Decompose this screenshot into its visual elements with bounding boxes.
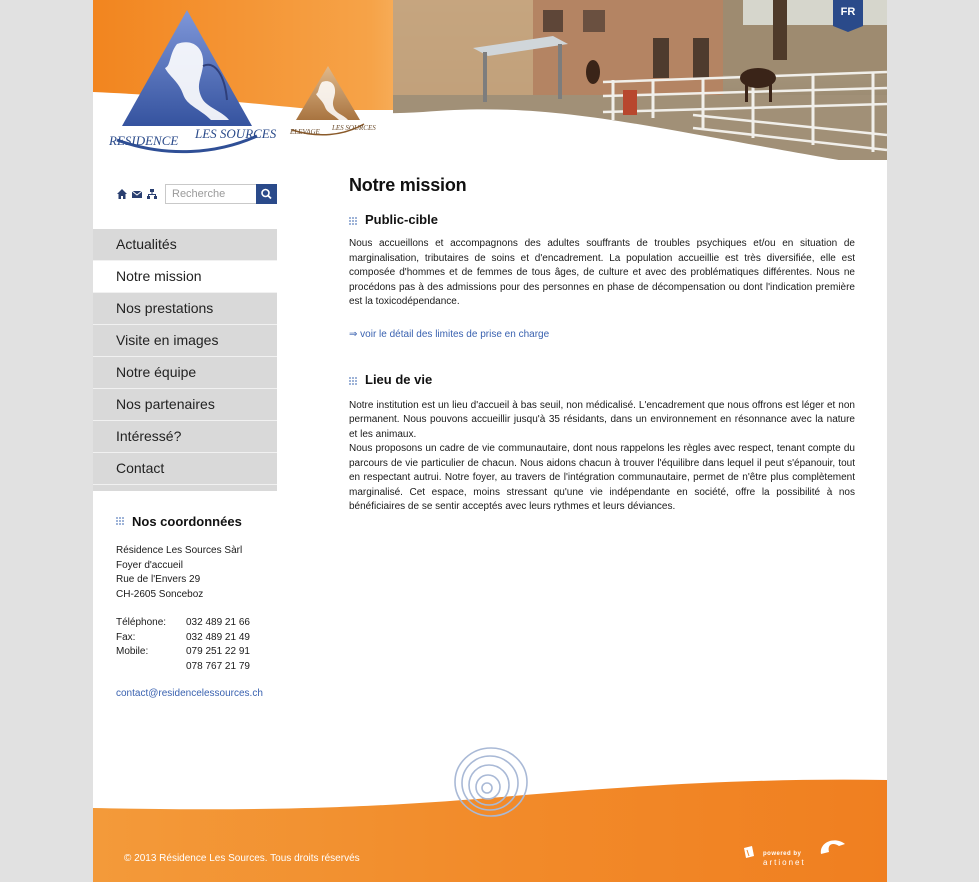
limits-detail-link[interactable]: ⇒ voir le détail des limites de prise en charge — [349, 328, 550, 340]
phone-value: 032 489 21 49 — [186, 631, 250, 643]
search-input[interactable] — [165, 184, 261, 204]
nav-item-notre-equipe[interactable] — [93, 357, 277, 389]
nav-item-label: Contact — [116, 460, 165, 476]
section-heading-lieu-de-vie — [349, 372, 855, 387]
phone-row — [116, 645, 286, 660]
nav-item-label: Visite en images — [116, 332, 219, 348]
page-title: Notre mission — [349, 175, 467, 195]
logo-small-graphic — [288, 62, 376, 142]
powered-by-text: powered by — [763, 851, 802, 857]
coords-title: Nos coordonnées — [132, 514, 242, 529]
contact-email-link[interactable]: contact@residencelessources.ch — [116, 688, 263, 699]
nav-item-nos-prestations[interactable] — [93, 293, 277, 325]
grid-bullet-icon — [349, 377, 357, 385]
phone-label: Mobile: — [116, 646, 149, 657]
postal-address — [116, 544, 286, 602]
address-line: Rue de l'Envers 29 — [116, 574, 201, 585]
page — [93, 0, 887, 882]
address-line: Résidence Les Sources Sàrl — [116, 545, 243, 556]
nav-item-label: Notre équipe — [116, 364, 197, 380]
artionet-swirl-icon — [815, 834, 851, 856]
grid-bullet-icon — [349, 217, 357, 225]
phone-value: 032 489 21 66 — [186, 617, 250, 628]
sitemap-icon[interactable] — [146, 188, 158, 200]
phone-row — [116, 616, 286, 631]
nav-item-notre-mission[interactable] — [93, 261, 277, 293]
nav-bottom-bar — [93, 485, 277, 491]
language-label: FR — [840, 6, 856, 18]
logo-small-text-elevage: ELEVAGE — [290, 128, 320, 136]
phone-list — [116, 616, 286, 674]
section-heading-text: Lieu de vie — [365, 371, 433, 387]
paragraph-public-cible: Nous accueillons et accompagnons des adultes souffrants de troubles psychiques et/ou en situation de marginalisation, tributaires de soins et d'encadrement. La population accueillie est très diversifiée, elle est composée d'hommes et de femmes de tous âges, de culture et avec des problématiques différentes. Nous ne procédons pas à des admissions pour des personnes en phase de décompensation ou dont l'indication première est la toxicodépendance. — [349, 238, 855, 307]
grid-bullet-icon — [116, 517, 124, 525]
nav-item-actualites[interactable] — [93, 229, 277, 261]
paragraph-lieu-de-vie-1: Notre institution est un lieu d'accueil à bas seuil, non médicalisé. L'encadrement que nous offrons est léger et non permanent. Nous pouvons accueillir jusqu'à 35 résidants, dans un environnement en résonnance avec la nature et les animaux. — [349, 399, 855, 440]
nav-item-label: Nos prestations — [116, 300, 214, 316]
nav-item-label: Intéressé? — [116, 428, 182, 444]
logo-elevage-les-sources[interactable] — [288, 62, 376, 147]
nav-item-contact[interactable] — [93, 453, 277, 485]
main-content — [349, 175, 855, 515]
search-button[interactable] — [256, 184, 277, 204]
nav-item-interesse[interactable] — [93, 421, 277, 453]
nav-item-visite-en-images[interactable] — [93, 325, 277, 357]
phone-row — [116, 631, 286, 646]
nav-item-label: Notre mission — [116, 268, 202, 284]
powered-by-brand[interactable]: artionet — [763, 858, 806, 867]
main-nav — [93, 229, 277, 491]
paragraph-lieu-de-vie-2: Nous proposons un cadre de vie communautaire, dont nous rappelons les règles avec respect, tenant compte du parcours de vie particulier de chacun. Nous aidons chacun à trouver l'équilibre dans lequel il peut s'épanouir, tout en respectant autrui. Notre foyer, au travers de l'intégration communautaire, permet de n'être plus complètement marginalisé. Cet espace, moins stressant qu'une vie indépendante en société, offre la possibilité à nos bénéficiaires de se sentir acceptés avec leurs rythmes et leurs déviances. — [349, 443, 855, 512]
section-heading-text: Public-cible — [365, 212, 438, 227]
address-line: CH-2605 Sonceboz — [116, 588, 204, 600]
phone-label — [116, 660, 186, 675]
coords-heading — [116, 512, 286, 530]
phone-label: Fax: — [116, 631, 136, 643]
mail-icon[interactable] — [131, 188, 143, 200]
copyright-text: © 2013 Résidence Les Sources. Tous droits réservés — [124, 853, 360, 864]
address-line: Foyer d'accueil — [116, 559, 183, 571]
phone-row — [116, 660, 286, 675]
contact-info — [116, 512, 286, 702]
language-switch-fr[interactable] — [833, 0, 863, 30]
phone-value: 079 251 22 91 — [186, 646, 250, 657]
nav-item-label: Actualités — [116, 236, 177, 252]
section-heading-public-cible — [349, 212, 855, 227]
logo-small-text-lessources: LES SOURCES — [332, 124, 376, 132]
search-icon — [256, 184, 277, 204]
phone-label: Téléphone: — [116, 617, 167, 628]
logo-main-graphic — [107, 8, 277, 156]
nav-item-nos-partenaires[interactable] — [93, 389, 277, 421]
home-icon[interactable] — [116, 188, 128, 200]
phone-value: 078 767 21 79 — [186, 660, 250, 672]
header — [93, 0, 887, 190]
logo-main-text-residence: RESIDENCE — [109, 133, 179, 148]
footer — [93, 740, 887, 882]
nav-item-label: Nos partenaires — [116, 396, 215, 412]
logo-main-text-lessources: LES SOURCES — [195, 126, 277, 141]
logo-residence-les-sources[interactable] — [107, 8, 277, 161]
